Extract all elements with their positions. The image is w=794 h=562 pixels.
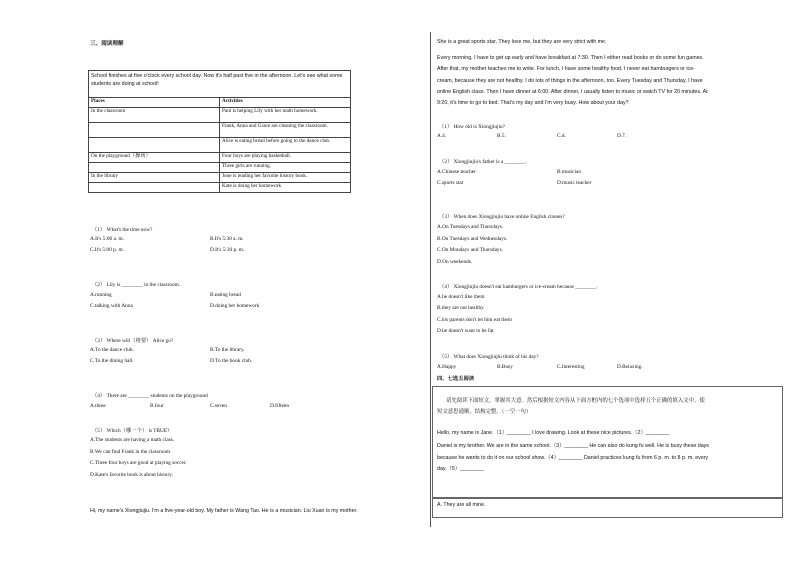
table-cell-place: [89, 123, 220, 138]
p2-q5-option-a[interactable]: A.Happy: [437, 364, 457, 370]
table-cell-place: On the playground（操场）: [89, 153, 220, 163]
table-row: [89, 108, 351, 123]
cloze-line: day.（5）________: [437, 465, 484, 472]
p1-q3-option-c[interactable]: C.To the dining hall.: [90, 358, 134, 364]
p1-q3-option-b[interactable]: B.To the library.: [210, 347, 245, 353]
p2-q1-option-a[interactable]: A.4.: [437, 133, 447, 139]
table-cell-activity: Frank, Anna and Grace are cleaning the classroom.: [220, 123, 351, 138]
options-box: [432, 498, 783, 518]
p1-q4-option-d[interactable]: D.fifteen: [270, 403, 289, 409]
cloze-passage: [437, 428, 767, 475]
p1-q3-option-d[interactable]: D.To the book club.: [210, 358, 253, 364]
p1-q1-option-c[interactable]: C.It's 5:00 p. m.: [90, 247, 124, 253]
p2-q4-stem: （4） Xiongjiujiu doesn't eat hamburgers or ice-cream because ________.: [439, 284, 598, 290]
p1-q3-stem: （3） Where will（将要） Alice go?: [92, 338, 174, 344]
table-cell-activity: Jone is reading her favorite history book.: [220, 173, 351, 183]
table-row: [89, 153, 351, 163]
table-cell-activity: Paul is helping Lily with her math homework.: [220, 108, 351, 123]
passage2-line: After that, my mother teaches me to write. For lunch, I have some healthy food. I never eat hamburgers or ice-: [437, 66, 695, 73]
p2-q5-stem: （5） What does Xiongjiujiu think of his day?: [439, 354, 539, 360]
table-cell-place: [89, 183, 220, 193]
p1-q4-option-b[interactable]: B.four: [150, 403, 164, 409]
table-cell-place: In the library: [89, 173, 220, 183]
p2-q3-stem: （3） When does Xiongjiujiu have online English classes?: [439, 214, 565, 220]
p1-q2-stem: （2） Lily is ________ in the classroom.: [92, 282, 181, 288]
p1-q5-stem: （5） Which（哪一个） is TRUE?: [92, 428, 170, 434]
p2-q2-option-b[interactable]: B.musician: [557, 169, 581, 175]
p1-q2-option-a[interactable]: A.running: [90, 292, 112, 298]
table-row: [89, 163, 351, 173]
section4-instruction: 短文意思通顺，结构完整。（一空一句）: [437, 409, 532, 415]
p1-q5-option-d[interactable]: D.Kate's favorite book is about history.: [90, 472, 173, 478]
table-cell-activity: Kate is doing her homework: [220, 183, 351, 193]
p2-q4-option-a[interactable]: A.he doesn't like them: [437, 294, 485, 300]
table-cell-activity: Three girls are running.: [220, 163, 351, 173]
p1-q4-option-a[interactable]: A.three: [90, 403, 106, 409]
p2-q3-option-a[interactable]: A.On Tuesdays and Thursdays.: [437, 224, 504, 230]
p2-q2-option-c[interactable]: C.sports star: [437, 180, 464, 186]
passage2-line: She is a great sports star. They love me, but they are very strict with me.: [437, 39, 607, 45]
cloze-option-a: A. They are all mine.: [437, 502, 486, 508]
table-header-activities: Activities: [220, 98, 351, 108]
p2-q1-option-b[interactable]: B.5.: [497, 133, 506, 139]
passage2-line: Every morning, I have to get up early and have breakfast at 7:30. Then I either read books or do some fun games.: [437, 55, 704, 61]
passage2-line: 9:20, it's time to go to bed. That's my day and I'm very busy. How about your day?: [437, 100, 629, 107]
p1-q2-option-c[interactable]: C.talking with Anna: [90, 303, 133, 309]
p2-q2-option-d[interactable]: D.music teacher: [557, 180, 592, 186]
p1-q1-option-b[interactable]: B.It's 5:30 a. m.: [210, 236, 244, 242]
passage2-body: [437, 53, 767, 109]
p1-q5-option-b[interactable]: B.We can find Frank in the classroom: [90, 449, 171, 455]
p2-q1-option-d[interactable]: D.7.: [617, 133, 627, 139]
cloze-line: Hello, my name is Jane.（1）________ I love drawing. Look at these nice pictures.（2）________: [437, 430, 670, 436]
p1-q2-option-d[interactable]: D.doing her homework: [210, 303, 260, 309]
column-divider: [430, 32, 431, 527]
p2-q1-stem: （1） How old is Xiongjiujiu?: [439, 124, 505, 130]
passage2-line: online English class. Then I have dinner at 6:00. After dinner, I usually listen to music or watch TV for 20 minutes. At: [437, 88, 708, 95]
p2-q4-option-d[interactable]: D.he doesn't want to be fat: [437, 328, 494, 334]
cloze-line: because he wants to do it on our school show.（4）________ Daniel practices kung fu from 6 p. m. to 8 p. m. every: [437, 454, 709, 461]
p2-q5-option-d[interactable]: D.Relaxing.: [617, 364, 643, 370]
section4-title: 四、七选五阅读: [437, 376, 475, 382]
p2-q5-option-b[interactable]: B.Busy: [497, 364, 513, 370]
table-header-places: Places: [89, 98, 220, 108]
p2-q5-option-c[interactable]: C.Interesting: [557, 364, 585, 370]
p1-q1-option-d[interactable]: D.It's 5:30 p. m.: [210, 247, 245, 253]
p1-q1-option-a[interactable]: A.It's 5:00 a. m.: [90, 236, 124, 242]
section3-title: 三、阅读理解: [90, 41, 124, 47]
table-row: [89, 123, 351, 138]
activities-table: [88, 97, 351, 193]
section4-instruction: 请先阅读下面短文，掌握其大意。然后根据短文内容从下面方框内的七个选项中选择五个正确的填入文中。使: [446, 398, 705, 404]
p2-q3-option-b[interactable]: B.On Tuesdays and Wednesdays.: [437, 236, 508, 242]
table-cell-place: [89, 138, 220, 153]
p2-q3-option-d[interactable]: D.On weekends.: [437, 259, 473, 265]
p1-q4-option-c[interactable]: C.seven: [210, 403, 227, 409]
p2-q2-stem: （2） Xiongjiujiu's father is a ________.: [439, 159, 528, 165]
table-row: [89, 138, 351, 153]
cloze-line: Daniel is my brother. We are in the same school.（3）________ He can also do kung fu well. He is busy these days: [437, 443, 709, 450]
p2-q2-option-a[interactable]: A.Chinese teacher: [437, 169, 476, 175]
p2-q1-option-c[interactable]: C.d.: [557, 133, 566, 139]
p1-q5-option-a[interactable]: A.The students are having a math class.: [90, 437, 175, 443]
table-cell-activity: Alice is eating bread before going to the dance club.: [220, 138, 351, 153]
p1-q2-option-b[interactable]: B.eating bread: [210, 292, 241, 298]
table-row: [89, 173, 351, 183]
p1-q5-option-c[interactable]: C.Three four boys are good at playing soccer.: [90, 460, 187, 466]
passage2-start: Hi, my name's Xiongjiujiu. I'm a five-year-old boy. My father is Wang Tao. He is a musician. Liu Xuan is my mother.: [90, 508, 358, 514]
p1-q4-stem: （4） There are ________ students on the playground: [92, 393, 208, 399]
p1-q1-stem: （1） What's the time now?: [92, 227, 153, 233]
p1-q3-option-a[interactable]: A.To the dance club.: [90, 347, 134, 353]
table-cell-place: [89, 163, 220, 173]
passage1-intro: School finishes at five o'clock every school day. Now it's half past five in the afternoon. Let's see what some students are doing at school!: [88, 70, 351, 97]
table-cell-activity: Four boys are playing basketball.: [220, 153, 351, 163]
p2-q4-option-c[interactable]: C.his parents don't let him eat them: [437, 317, 512, 323]
p2-q4-option-b[interactable]: B.they are not healthy: [437, 305, 484, 311]
p2-q3-option-c[interactable]: C.On Mondays and Thursdays.: [437, 247, 503, 253]
passage2-line: cream, because they are not healthy. I do lots of things in the afternoon, too. Every Tuesday and Thursday, I have: [437, 77, 703, 84]
table-cell-place: In the classroom: [89, 108, 220, 123]
table-row: [89, 183, 351, 193]
